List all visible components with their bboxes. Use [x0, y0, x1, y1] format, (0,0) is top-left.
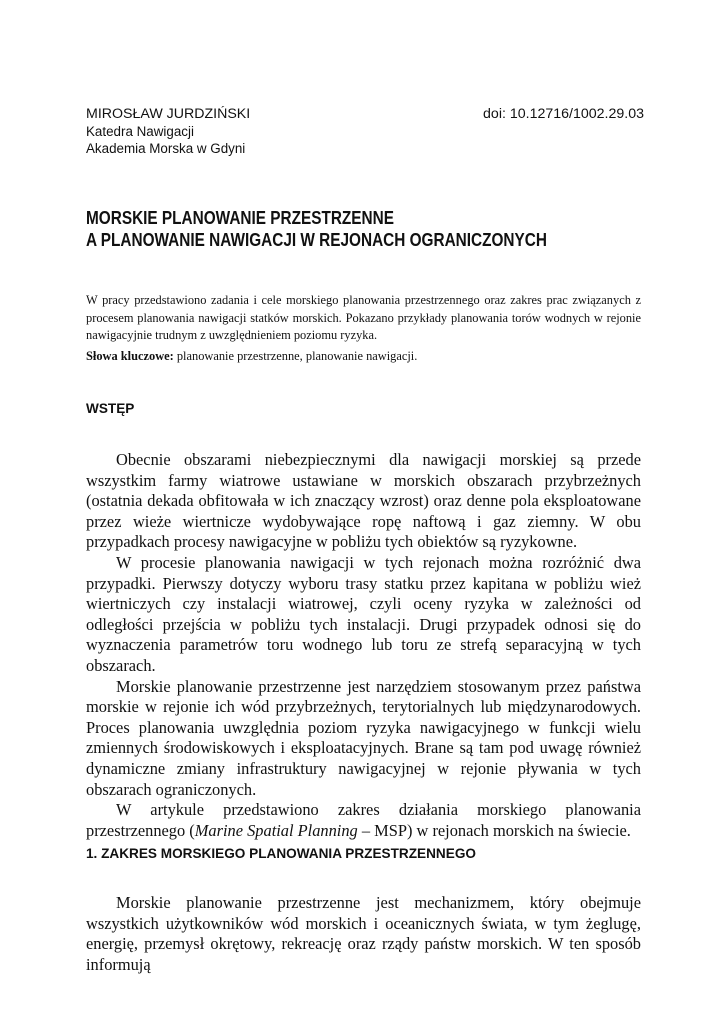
- abstract-text: W pracy przedstawiono zadania i cele morskiego planowania przestrzennego oraz zakres prac związanych z procesem planowania nawigacji statków morskich. Pokazano przykłady planowania torów wodnych w rejonie nawigacyjnie trudnym z uwzględnieniem poziomu ryzyka.: [86, 293, 641, 342]
- section1-body: [86, 893, 641, 975]
- doi-link[interactable]: doi: 10.12716/1002.29.03: [483, 106, 644, 122]
- intro-body: [86, 450, 641, 841]
- section1-heading: 1. ZAKRES MORSKIEGO PLANOWANIA PRZESTRZENNEGO: [86, 846, 476, 861]
- author-block: [86, 106, 644, 157]
- intro-p4-text-a: W artykule przedstawiono zakres działania morskiego planowania przestrzennego (: [86, 800, 641, 840]
- intro-heading: WSTĘP: [86, 401, 135, 416]
- intro-paragraph-3: Morskie planowanie przestrzenne jest narzędziem stosowanym przez państwa morskie w rejonie ich wód przybrzeżnych, terytorialnych lub międzynarodowych. Proces planowania uwzględnia poziom ryzyka nawigacyjnego w funkcji wielu zmiennych środowiskowych i eksploatacyjnych. Brane są tam pod uwagę również dynamiczne zmiany infrastruktury nawigacyjnej w rejonie pływania w tych obszarach ograniczonych.: [86, 676, 641, 799]
- abstract: [86, 292, 641, 365]
- keywords-line: [86, 348, 641, 366]
- intro-p4-text-b: – MSP) w rejonach morskich na świecie.: [357, 820, 631, 840]
- intro-paragraph-4: [86, 800, 641, 841]
- institution: Akademia Morska w Gdyni: [86, 141, 246, 156]
- title-line-2: A PLANOWANIE NAWIGACJI W REJONACH OGRANICZONYCH: [86, 229, 547, 250]
- intro-p4-italic: Marine Spatial Planning: [194, 820, 358, 840]
- title-line-1: MORSKIE PLANOWANIE PRZESTRZENNE: [86, 207, 394, 228]
- paper-title: [86, 207, 551, 251]
- author-name: MIROSŁAW JURDZIŃSKI: [86, 106, 251, 122]
- intro-paragraph-1: Obecnie obszarami niebezpiecznymi dla nawigacji morskiej są przede wszystkim farmy wiatrowe ustawiane w morskich obszarach przybrzeżnych (ostatnia dekada obfitowała w ich znaczący wzrost) oraz denne pola eksploatowane przez wieże wiertnicze wydobywające ropę naftową i gaz ziemny. W obu przypadkach procesy nawigacyjne w pobliżu tych obiektów są ryzykowne.: [86, 450, 641, 552]
- intro-paragraph-2: W procesie planowania nawigacji w tych rejonach można rozróżnić dwa przypadki. Pierwszy dotyczy wyboru trasy statku przez kapitana w pobliżu wież wiertniczych czy instalacji wiatrowej, czyli oceny ryzyka w zależności od odległości przejścia w pobliżu tych instalacji. Drugi przypadek odnosi się do wyznaczenia parametrów toru wodnego lub toru ze strefą separacyjną w tych obszarach.: [86, 552, 641, 675]
- keywords-label: Słowa kluczowe:: [86, 348, 174, 363]
- keywords-values: planowanie przestrzenne, planowanie nawigacji.: [173, 348, 418, 363]
- section1-paragraph-1: Morskie planowanie przestrzenne jest mechanizmem, który obejmuje wszystkich użytkowników wód morskich i oceanicznych świata, w tym żeglugę, energię, przemysł okrętowy, rekreację oraz rządy państw morskich. W ten sposób informują: [86, 893, 641, 974]
- department: Katedra Nawigacji: [86, 124, 194, 139]
